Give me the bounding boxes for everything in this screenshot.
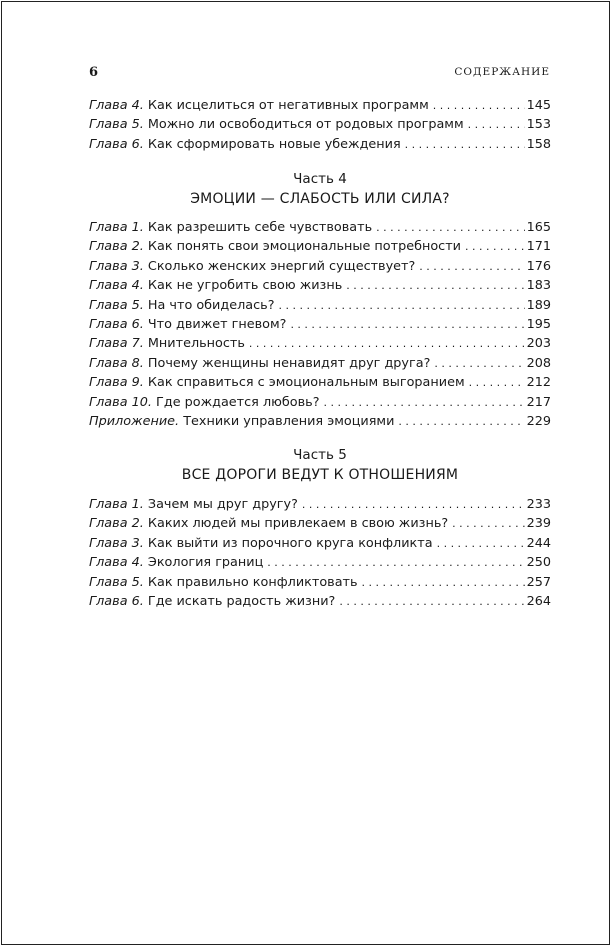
- leader-dots: [468, 115, 525, 134]
- chapter-title: Как исцелиться от негативных программ: [147, 98, 429, 113]
- chapter-label: Глава 4.: [89, 278, 144, 294]
- page-ref: 171: [526, 239, 551, 255]
- toc-entry[interactable]: [89, 534, 551, 553]
- leader-dots: [405, 135, 525, 154]
- chapter-title: На что обиделась?: [147, 297, 275, 313]
- toc-entry[interactable]: [89, 573, 551, 592]
- leader-dots: [279, 296, 525, 315]
- chapter-label: Глава 4.: [89, 98, 144, 113]
- page-ref: 153: [526, 117, 551, 133]
- chapter-title: Почему женщины ненавидят друг друга?: [147, 355, 431, 371]
- chapter-title: Экология границ: [147, 555, 264, 571]
- chapter-label: Приложение.: [89, 413, 180, 429]
- chapter-label: Глава 5.: [89, 297, 144, 313]
- toc-entry[interactable]: [89, 115, 551, 134]
- part4-heading: [89, 170, 551, 209]
- chapter-title: Зачем мы друг другу?: [147, 497, 298, 512]
- toc-entry[interactable]: [89, 373, 551, 392]
- page-ref: 158: [526, 136, 551, 152]
- chapter-label: Глава 8.: [89, 355, 144, 371]
- page-ref: 257: [526, 574, 551, 590]
- page-ref: 203: [526, 336, 551, 352]
- chapter-title: Как разрешить себе чувствовать: [147, 220, 373, 235]
- page-ref: 264: [526, 593, 551, 609]
- toc-entry[interactable]: [89, 315, 551, 334]
- toc-entry[interactable]: [89, 334, 551, 353]
- chapter-title: Техники управления эмоциями: [183, 413, 395, 429]
- page-ref: 145: [526, 98, 551, 113]
- leader-dots: [437, 534, 525, 553]
- page-ref: 195: [526, 316, 551, 332]
- chapter-title: Как сформировать новые убеждения: [147, 136, 401, 152]
- toc-entry[interactable]: [89, 553, 551, 572]
- chapter-title: Что движет гневом?: [147, 316, 287, 332]
- leader-dots: [398, 412, 524, 431]
- toc-entry[interactable]: [89, 412, 551, 431]
- chapter-title: Как выйти из порочного круга конфликта: [147, 535, 433, 551]
- chapter-title: Как справиться с эмоциональным выгоранием: [147, 375, 465, 391]
- leader-dots: [434, 354, 524, 373]
- chapter-title: Можно ли освободиться от родовых программ: [147, 117, 464, 133]
- leader-dots: [452, 514, 524, 533]
- page-ref: 165: [526, 220, 551, 235]
- page-ref: 239: [526, 516, 551, 532]
- chapter-title: Как правильно конфликтовать: [147, 574, 358, 590]
- chapter-label: Глава 3.: [89, 258, 144, 274]
- leader-dots: [433, 96, 525, 115]
- part-number: Часть 5: [293, 447, 347, 463]
- page-ref: 208: [526, 355, 551, 371]
- toc-entry[interactable]: [89, 96, 551, 115]
- page-ref: 244: [526, 535, 551, 551]
- page-ref: 212: [526, 375, 551, 391]
- page-ref: 233: [526, 497, 551, 512]
- toc-block-top: [89, 96, 551, 154]
- chapter-title: Где искать радость жизни?: [147, 593, 336, 609]
- chapter-label: Глава 6.: [89, 316, 144, 332]
- leader-dots: [419, 257, 524, 276]
- chapter-label: Глава 4.: [89, 555, 144, 571]
- leader-dots: [324, 393, 525, 412]
- page-ref: 250: [526, 555, 551, 571]
- leader-dots: [267, 553, 524, 572]
- toc-entry[interactable]: [89, 237, 551, 256]
- page-ref: 229: [526, 413, 551, 429]
- chapter-label: Глава 1.: [89, 220, 144, 235]
- chapter-title: Как понять свои эмоциональные потребности: [147, 239, 461, 255]
- toc-entry[interactable]: [89, 218, 551, 237]
- page-ref: 217: [526, 394, 551, 410]
- part-title: ВСЕ ДОРОГИ ВЕДУТ К ОТНОШЕНИЯМ: [181, 467, 459, 483]
- page-number: 6: [89, 65, 99, 80]
- toc-part4: [89, 218, 551, 431]
- page-ref: 189: [526, 297, 551, 313]
- chapter-label: Глава 2.: [89, 516, 144, 532]
- chapter-label: Глава 6.: [89, 136, 144, 152]
- chapter-label: Глава 7.: [89, 336, 144, 352]
- toc-entry[interactable]: [89, 514, 551, 533]
- part-number: Часть 4: [293, 171, 347, 187]
- toc-entry[interactable]: [89, 393, 551, 412]
- leader-dots: [362, 573, 525, 592]
- chapter-title: Каких людей мы привлекаем в свою жизнь?: [147, 516, 449, 532]
- chapter-label: Глава 10.: [89, 394, 152, 410]
- page-ref: 176: [526, 258, 551, 274]
- leader-dots: [339, 592, 524, 611]
- chapter-label: Глава 2.: [89, 239, 144, 255]
- chapter-title: Где рождается любовь?: [156, 394, 320, 410]
- toc-entry[interactable]: [89, 296, 551, 315]
- leader-dots: [302, 495, 525, 514]
- page-ref: 183: [526, 278, 551, 294]
- toc-entry[interactable]: [89, 257, 551, 276]
- running-head: СОДЕРЖАНИЕ: [454, 66, 550, 78]
- toc-entry[interactable]: [89, 495, 551, 514]
- chapter-label: Глава 5.: [89, 574, 144, 590]
- chapter-label: Глава 6.: [89, 593, 144, 609]
- chapter-label: Глава 9.: [89, 375, 144, 391]
- toc-entry[interactable]: [89, 276, 551, 295]
- toc-part5: [89, 495, 551, 611]
- toc-entry[interactable]: [89, 135, 551, 154]
- page-header: [89, 65, 550, 81]
- leader-dots: [469, 373, 525, 392]
- toc-entry[interactable]: [89, 592, 551, 611]
- chapter-title: Мнительность: [147, 336, 245, 352]
- chapter-title: Сколько женских энергий существует?: [147, 258, 416, 274]
- part5-heading: [89, 446, 551, 485]
- part-title: ЭМОЦИИ — СЛАБОСТЬ ИЛИ СИЛА?: [190, 191, 450, 207]
- chapter-title: Как не угробить свою жизнь: [147, 278, 343, 294]
- toc-entry[interactable]: [89, 354, 551, 373]
- leader-dots: [346, 276, 524, 295]
- chapter-label: Глава 1.: [89, 497, 144, 512]
- leader-dots: [465, 237, 525, 256]
- leader-dots: [290, 315, 524, 334]
- chapter-label: Глава 5.: [89, 117, 144, 133]
- leader-dots: [249, 334, 525, 353]
- leader-dots: [376, 218, 524, 237]
- book-page: [1, 1, 610, 945]
- chapter-label: Глава 3.: [89, 535, 144, 551]
